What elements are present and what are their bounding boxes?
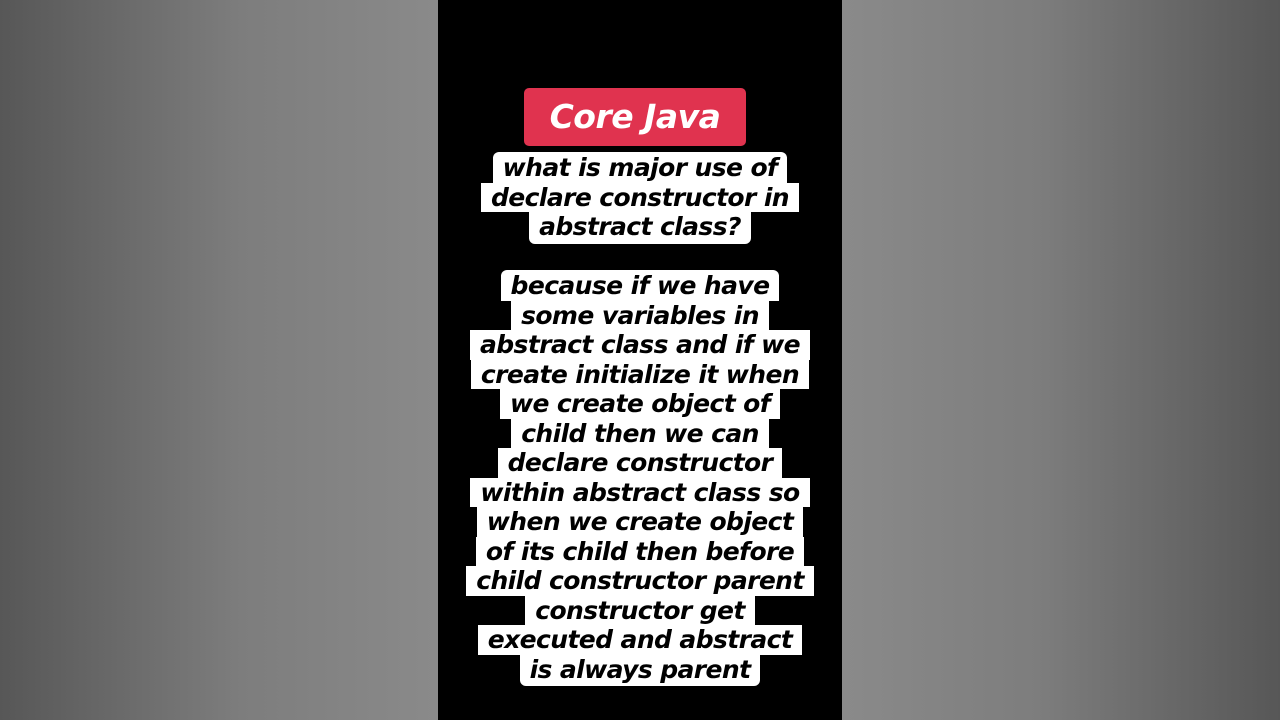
question-line: declare constructor in xyxy=(481,183,799,213)
blurred-background-right xyxy=(842,0,1280,720)
answer-line: child constructor parent xyxy=(466,566,813,596)
answer-line: child then we can xyxy=(511,419,769,449)
answer-line: of its child then before xyxy=(476,537,804,567)
answer-text xyxy=(438,270,842,686)
blurred-background-left xyxy=(0,0,438,720)
question-line: abstract class? xyxy=(529,212,751,244)
answer-line: constructor get xyxy=(525,596,755,626)
answer-line: declare constructor xyxy=(498,448,783,478)
answer-line: because if we have xyxy=(501,270,780,301)
answer-line: some variables in xyxy=(511,301,769,331)
question-text xyxy=(438,152,842,244)
answer-line: abstract class and if we xyxy=(470,330,810,360)
topic-tag: Core Java xyxy=(524,88,746,146)
answer-line: within abstract class so xyxy=(470,478,809,508)
answer-line: we create object of xyxy=(500,389,780,419)
answer-line: executed and abstract xyxy=(478,625,802,655)
video-frame xyxy=(438,0,842,720)
question-line: what is major use of xyxy=(493,152,788,183)
answer-line: create initialize it when xyxy=(471,360,809,390)
answer-line: is always parent xyxy=(520,655,761,687)
answer-line: when we create object xyxy=(477,507,803,537)
